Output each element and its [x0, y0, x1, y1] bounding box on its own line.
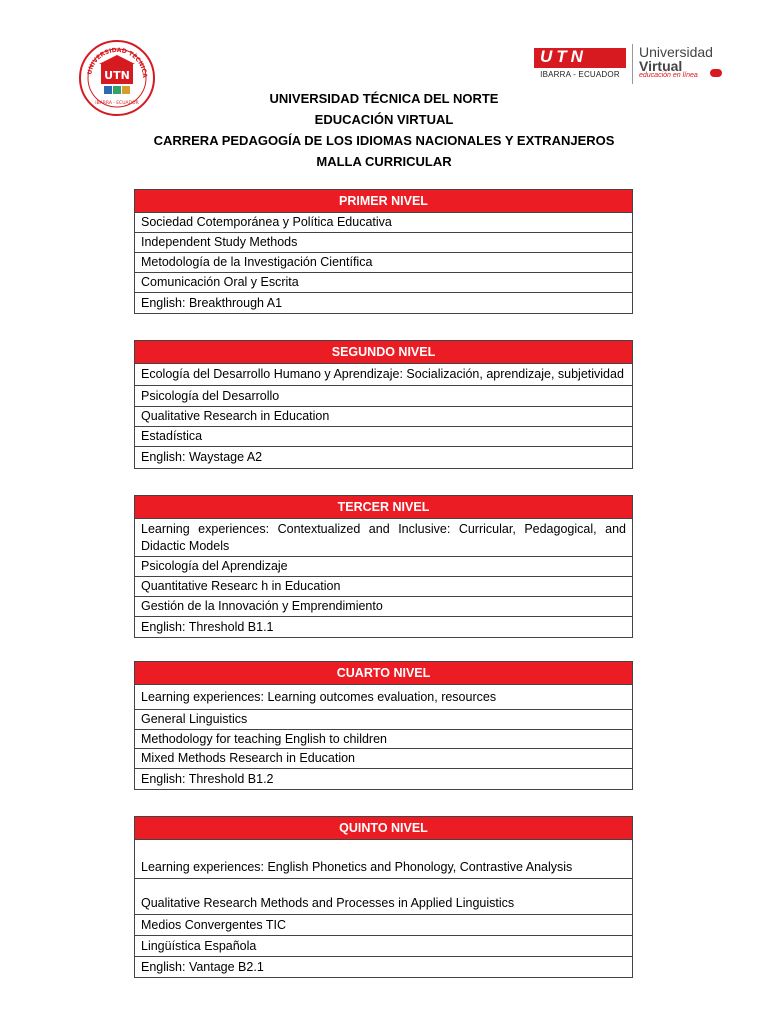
course-row: English: Vantage B2.1	[141, 959, 264, 974]
utn-virtual-logo	[534, 44, 730, 84]
document-heading	[0, 88, 768, 172]
course-row: English: Threshold B1.1	[141, 619, 274, 634]
heading-curriculum: MALLA CURRICULAR	[316, 154, 452, 169]
level-header: SEGUNDO NIVEL	[135, 341, 632, 364]
course-row: Estadística	[135, 427, 632, 447]
logo-divider	[632, 44, 633, 84]
level-header: QUINTO NIVEL	[135, 817, 632, 840]
svg-text:UTN: UTN	[104, 69, 130, 82]
level-header: TERCER NIVEL	[135, 496, 632, 519]
level-table-3	[134, 495, 633, 638]
brand-dot-icon	[710, 69, 722, 77]
svg-text:UNIVERSIDAD TÉCNICA DEL NORTE: UNIVERSIDAD TÉCNICA	[86, 46, 149, 79]
heading-program-type: EDUCACIÓN VIRTUAL	[314, 112, 454, 127]
course-row: Psicología del Aprendizaje	[135, 557, 632, 577]
brand-tagline: educación en línea	[639, 72, 698, 79]
level-table-1	[134, 189, 633, 314]
course-row: Sociedad Cotemporánea y Política Educativa	[135, 213, 632, 233]
svg-text:IBARRA · ECUADOR: IBARRA · ECUADOR	[95, 101, 139, 106]
course-row: Gestión de la Innovación y Emprendimiento	[135, 597, 632, 617]
course-row: Methodology for teaching English to children	[135, 730, 632, 749]
course-row: Independent Study Methods	[135, 233, 632, 253]
course-row: Learning experiences: English Phonetics and Phonology, Contrastive Analysis	[135, 840, 632, 879]
course-row: Metodología de la Investigación Científica	[135, 253, 632, 273]
level-header: CUARTO NIVEL	[135, 662, 632, 685]
course-row: Psicología del Desarrollo	[135, 386, 632, 407]
level-table-5	[134, 816, 633, 978]
course-row: Comunicación Oral y Escrita	[135, 273, 632, 293]
course-row: English: Breakthrough A1	[141, 295, 283, 310]
utn-wordmark: UTN	[534, 48, 626, 68]
course-row: Learning experiences: Contextualized and Inclusive: Curricular, Pedagogical, and Didactic Models	[135, 519, 632, 557]
brand-line-1: Universidad	[639, 44, 713, 60]
course-row: Learning experiences: Learning outcomes evaluation, resources	[135, 685, 632, 710]
course-row: Lingüística Española	[135, 936, 632, 957]
course-row: Medios Convergentes TIC	[135, 915, 632, 936]
heading-university: UNIVERSIDAD TÉCNICA DEL NORTE	[269, 91, 499, 106]
course-row: General Linguistics	[135, 710, 632, 730]
heading-career: CARRERA PEDAGOGÍA DE LOS IDIOMAS NACIONALES Y EXTRANJEROS	[153, 133, 615, 148]
level-header: PRIMER NIVEL	[135, 190, 632, 213]
course-row: Quantitative Researc h in Education	[135, 577, 632, 597]
utn-location: IBARRA - ECUADOR	[540, 70, 620, 79]
brand-line-2: Virtual	[639, 58, 683, 74]
level-table-2	[134, 340, 633, 469]
course-row: English: Threshold B1.2	[141, 771, 274, 786]
course-row: English: Waystage A2	[141, 450, 263, 464]
course-row: Ecología del Desarrollo Humano y Aprendizaje: Socialización, aprendizaje, subjetividad	[135, 364, 632, 386]
course-row: Qualitative Research Methods and Processes in Applied Linguistics	[135, 879, 632, 915]
level-table-4	[134, 661, 633, 790]
course-row: Mixed Methods Research in Education	[135, 749, 632, 769]
course-row: Qualitative Research in Education	[135, 407, 632, 427]
